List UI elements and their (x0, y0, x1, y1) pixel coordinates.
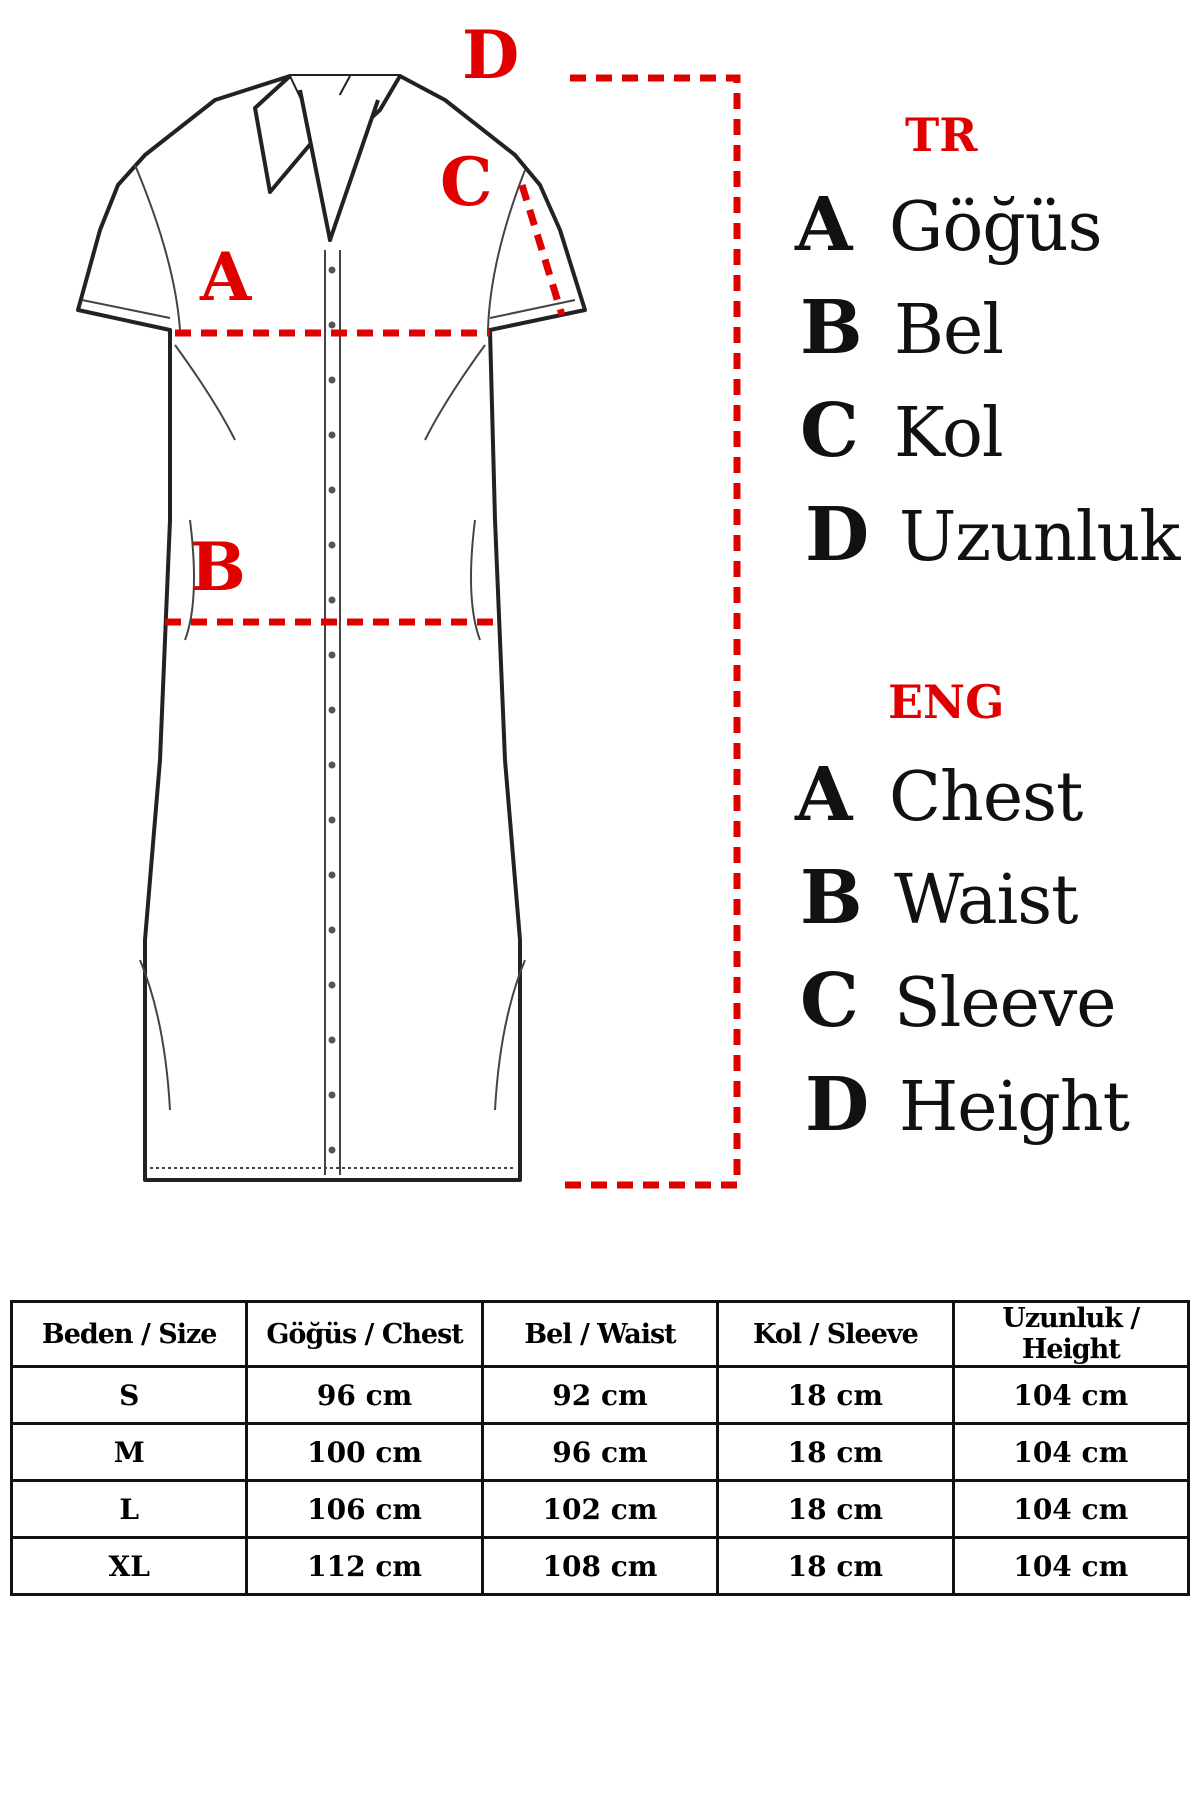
legend-tr-label: Göğüs (889, 188, 1102, 267)
header-size: Beden / Size (12, 1302, 247, 1367)
button-dot (329, 872, 336, 879)
legend-eng-letter: A (795, 752, 853, 838)
button-dot (329, 762, 336, 769)
size-cell: L (12, 1481, 247, 1538)
legend-eng-item (800, 958, 1115, 1044)
legend-eng-letter: C (800, 958, 859, 1044)
button-dot (329, 322, 336, 329)
legend-eng-label: Chest (889, 758, 1083, 837)
legend-tr-item (800, 388, 1003, 474)
chest-cell: 106 cm (247, 1481, 482, 1538)
legend-eng-label: Height (899, 1068, 1129, 1147)
legend-eng-item (800, 855, 1078, 941)
marker-b: B (190, 528, 246, 606)
size-table (10, 1300, 1190, 1596)
button-dot (329, 1092, 336, 1099)
button-dot (329, 487, 336, 494)
legend-tr-label: Bel (894, 291, 1003, 370)
legend-tr-letter: A (795, 182, 853, 268)
button-dot (329, 652, 336, 659)
waist-cell: 108 cm (482, 1538, 717, 1595)
marker-d: D (462, 16, 520, 94)
button-dot (329, 267, 336, 274)
legend-eng-letter: B (800, 855, 863, 941)
sleeve-cell: 18 cm (718, 1538, 953, 1595)
table-row (12, 1481, 1189, 1538)
height-cell: 104 cm (953, 1481, 1188, 1538)
header-waist: Bel / Waist (482, 1302, 717, 1367)
waist-cell: 96 cm (482, 1424, 717, 1481)
button-dot (329, 707, 336, 714)
legend-tr-label: Kol (894, 394, 1003, 473)
height-cell: 104 cm (953, 1367, 1188, 1424)
legend-tr-item (800, 285, 1003, 371)
chest-cell: 96 cm (247, 1367, 482, 1424)
button-dot (329, 542, 336, 549)
table-row (12, 1424, 1189, 1481)
table-header-row (12, 1302, 1189, 1367)
legend-tr-item (805, 492, 1179, 578)
button-dot (329, 1037, 336, 1044)
header-sleeve: Kol / Sleeve (718, 1302, 953, 1367)
size-cell: S (12, 1367, 247, 1424)
legend-tr-letter: C (800, 388, 859, 474)
button-dot (329, 982, 336, 989)
legend-tr-item (795, 182, 1101, 268)
sleeve-cell: 18 cm (718, 1424, 953, 1481)
legend-tr-label: Uzunluk (899, 498, 1180, 577)
button-dot (329, 597, 336, 604)
button-dot (329, 377, 336, 384)
height-cell: 104 cm (953, 1538, 1188, 1595)
height-measure-line (562, 78, 737, 1185)
dress-outline (78, 76, 585, 1180)
button-dot (329, 432, 336, 439)
header-height: Uzunluk / Height (953, 1302, 1188, 1367)
legend-tr-letter: D (805, 492, 870, 578)
button-dot (329, 1147, 336, 1154)
size-cell: XL (12, 1538, 247, 1595)
legend-eng-label: Sleeve (894, 964, 1116, 1043)
sleeve-cell: 18 cm (718, 1367, 953, 1424)
legend-eng-label: Waist (894, 861, 1078, 940)
marker-a: A (200, 238, 252, 316)
legend-eng-letter: D (805, 1062, 870, 1148)
button-dot (329, 817, 336, 824)
chest-cell: 100 cm (247, 1424, 482, 1481)
header-chest: Göğüs / Chest (247, 1302, 482, 1367)
marker-c: C (440, 143, 493, 221)
height-cell: 104 cm (953, 1424, 1188, 1481)
legend-eng-heading: ENG (888, 675, 1005, 729)
legend-tr-heading: TR (905, 108, 978, 162)
waist-cell: 92 cm (482, 1367, 717, 1424)
legend-tr-letter: B (800, 285, 863, 371)
legend-eng-item (795, 752, 1082, 838)
legend-eng-item (805, 1062, 1129, 1148)
button-dot (329, 927, 336, 934)
waist-cell: 102 cm (482, 1481, 717, 1538)
table-row (12, 1367, 1189, 1424)
sleeve-cell: 18 cm (718, 1481, 953, 1538)
size-cell: M (12, 1424, 247, 1481)
table-row (12, 1538, 1189, 1595)
chest-cell: 112 cm (247, 1538, 482, 1595)
